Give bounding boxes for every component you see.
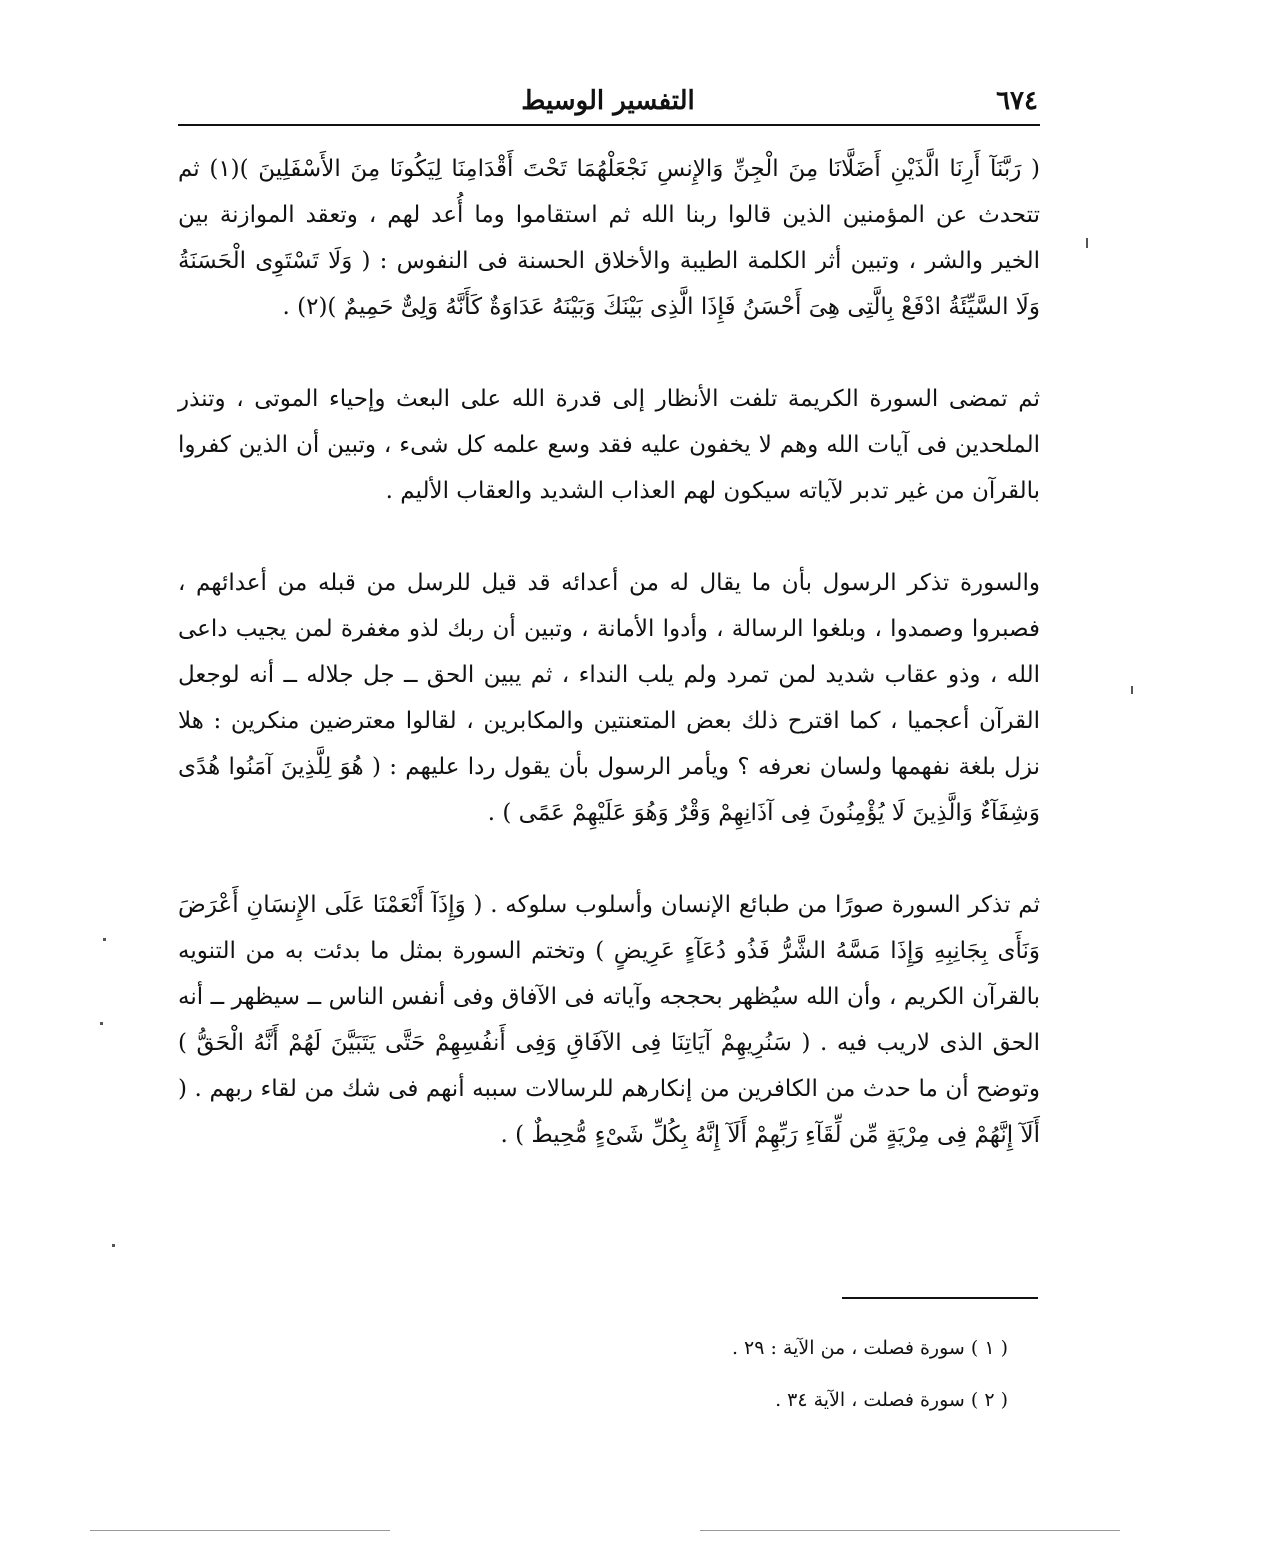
scan-mark [90,1530,390,1531]
scan-mark [103,938,106,941]
footnote-1: ( ١ ) سورة فصلت ، من الآية : ٢٩ . [731,1337,1008,1359]
page-number: ٦٧٤ [996,86,1038,116]
scan-mark [1131,686,1133,694]
scan-mark [100,1022,103,1025]
paragraph-4: ثم تذكر السورة صورًا من طبائع الإنسان وأسلوب سلوكه . ( وَإِذَآ أَنْعَمْنَا عَلَى الإِنسَانِ أَعْرَضَ وَنَأَى بِجَانِبِهِ وَإِذَا مَسَّهُ الشَّرُّ فَذُو دُعَآءٍ عَرِيضٍ ) وتختم السورة بمثل ما بدئت به من التنويه بالقرآن الكريم ، وأن الله سيُظهر بحججه وآياته فى الآفاق وفى أنفس الناس ــ سيظهر ــ أنه الحق الذى لاريب فيه . ( سَنُرِيهِمْ آيَاتِنَا فِى الآفَاقِ وَفِى أَنفُسِهِمْ حَتَّى يَتَبَيَّنَ لَهُمْ أَنَّهُ الْحَقُّ ) وتوضح أن ما حدث من الكافرين من إنكارهم للرسالات سببه أنهم فى شك من لقاء ربهم . ( أَلَآ إِنَّهُمْ فِى مِرْيَةٍ مِّن لِّقَآءِ رَبِّهِمْ أَلَآ إِنَّهُ بِكُلِّ شَىْءٍ مُّحِيطٌ ) . [178,892,1040,1148]
paragraph-2: ثم تمضى السورة الكريمة تلفت الأنظار إلى قدرة الله على البعث وإحياء الموتى ، وتنذر الملحدين فى آيات الله وهم لا يخفون عليه فقد وسع علمه كل شىء ، وتبين أن الذين كفروا بالقرآن من غير تدبر لآياته سيكون لهم العذاب الشديد والعقاب الأليم . [178,386,1040,504]
footnote-2: ( ٢ ) سورة فصلت ، الآية ٣٤ . [775,1389,1008,1411]
header-rule [178,124,1040,126]
paragraph-3: والسورة تذكر الرسول بأن ما يقال له من أعدائه قد قيل للرسل من قبله من أعدائهم ، فصبروا وصمدوا ، وبلغوا الرسالة ، وأدوا الأمانة ، وتبين أن ربك لذو مغفرة لمن يجيب داعى الله ، وذو عقاب شديد لمن تمرد ولم يلب النداء ، ثم يبين الحق ــ جل جلاله ــ أنه لوجعل القرآن أعجميا ، كما اقترح ذلك بعض المتعنتين والمكابرين ، لقالوا معترضين منكرين : هلا نزل بلغة نفهمها ولسان نعرفه ؟ ويأمر الرسول بأن يقول ردا عليهم : ( هُوَ لِلَّذِينَ آمَنُوا هُدًى وَشِفَآءٌ وَالَّذِينَ لَا يُؤْمِنُونَ فِى آذَانِهِمْ وَقْرٌ وَهُوَ عَلَيْهِمْ عَمًى ) . [178,570,1040,826]
footnotes [178,1322,1008,1426]
scan-mark [700,1530,1120,1531]
footnote-rule [842,1297,1038,1299]
scan-mark [1086,238,1088,248]
running-title: التفسير الوسيط [521,86,695,116]
page-header [178,82,1038,122]
scan-mark [112,1244,115,1247]
paragraph-1: ( رَبَّنَآ أَرِنَا الَّذَيْنِ أَضَلَّانَا مِنَ الْجِنِّ وَالإِنسِ نَجْعَلْهُمَا تَحْتَ أَقْدَامِنَا لِيَكُونَا مِنَ الأَسْفَلِينَ )(١) ثم تتحدث عن المؤمنين الذين قالوا ربنا الله ثم استقاموا وما أُعد لهم ، وتعقد الموازنة بين الخير والشر ، وتبين أثر الكلمة الطيبة والأخلاق الحسنة فى النفوس : ( وَلَا تَسْتَوِى الْحَسَنَةُ وَلَا السَّيِّئَةُ ادْفَعْ بِالَّتِى هِىَ أَحْسَنُ فَإِذَا الَّذِى بَيْنَكَ وَبَيْنَهُ عَدَاوَةٌ كَأَنَّهُ وَلِىٌّ حَمِيمٌ )(٢) . [178,156,1040,320]
body-text [178,146,1040,1158]
